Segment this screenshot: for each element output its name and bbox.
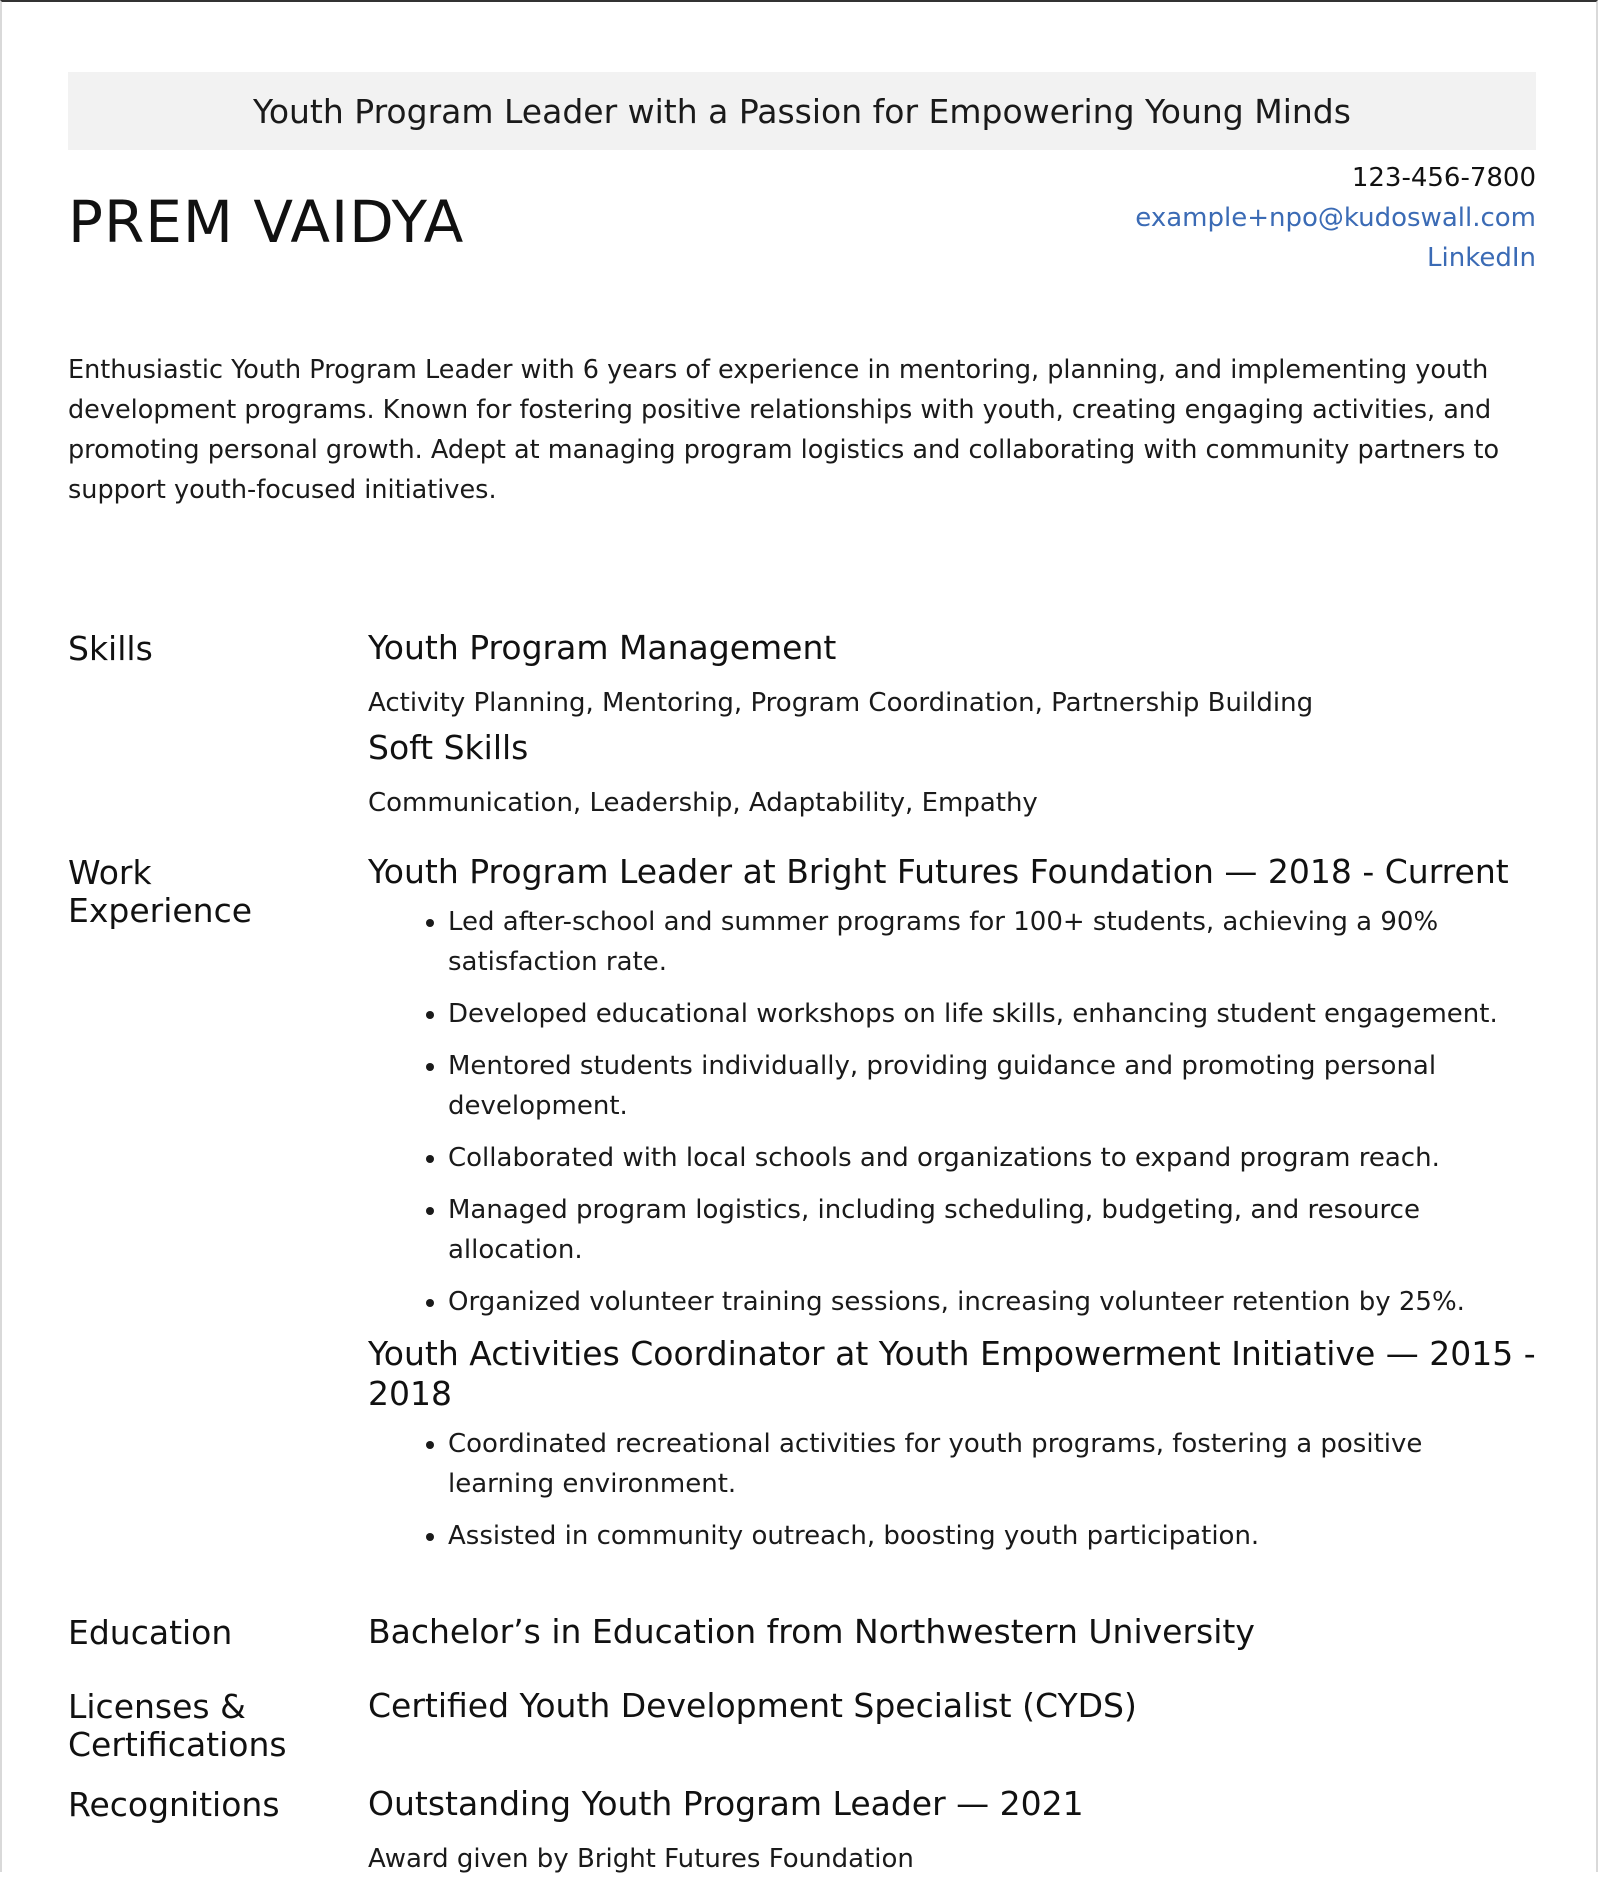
- education-body: [368, 1612, 1536, 1652]
- email-link[interactable]: example+npo@kudoswall.com: [1135, 203, 1536, 233]
- resume-sections: [68, 628, 1536, 1878]
- skill-group-title: Youth Program Management: [368, 628, 837, 667]
- work-label-line2: Experience: [68, 891, 253, 930]
- candidate-name: PREM VAIDYA: [68, 188, 465, 256]
- job-title: Youth Program Leader at Bright Futures Foundation — 2018 - Current: [368, 852, 1509, 891]
- resume-page: [68, 72, 1536, 1878]
- award-detail: Award given by Bright Futures Foundation: [368, 1844, 914, 1874]
- award-title: Outstanding Youth Program Leader — 2021: [368, 1784, 1084, 1823]
- job-bullet: • Managed program logistics, including scheduling, budgeting, and resource allocation.: [448, 1190, 1536, 1270]
- job-bullet: • Coordinated recreational activities for youth programs, fostering a positive learning environment.: [448, 1424, 1536, 1504]
- licenses-label-line1: Licenses &: [68, 1687, 246, 1726]
- skill-group-items: Communication, Leadership, Adaptability, Empathy: [368, 788, 1038, 818]
- skills-label: Skills: [68, 629, 153, 668]
- job-bullets: [368, 902, 1536, 1322]
- education-label: Education: [68, 1613, 233, 1652]
- job-bullet: • Mentored students individually, providing guidance and promoting personal development.: [448, 1046, 1536, 1126]
- job-bullet: • Developed educational workshops on life skills, enhancing student engagement.: [448, 994, 1536, 1034]
- work-experience-body: [368, 852, 1536, 1568]
- headline-text: Youth Program Leader with a Passion for Empowering Young Minds: [253, 91, 1351, 131]
- job-bullets: [368, 1424, 1536, 1556]
- summary-paragraph: Enthusiastic Youth Program Leader with 6 years of experience in mentoring, planning, and implementing youth development programs. Known for fostering positive relationships with youth, creating engaging activities, and promoting personal growth. Adept at managing program logistics and collaborating with community partners to support youth-focused initiatives.: [68, 355, 1500, 505]
- skills-section: [68, 628, 1536, 822]
- skill-group-items: Activity Planning, Mentoring, Program Coordination, Partnership Building: [368, 688, 1314, 718]
- job-bullet: • Organized volunteer training sessions, increasing volunteer retention by 25%.: [448, 1282, 1536, 1322]
- recognitions-body: [368, 1784, 1536, 1878]
- linkedin-link[interactable]: LinkedIn: [1427, 243, 1536, 273]
- phone-number: 123-456-7800: [1351, 163, 1536, 193]
- work-experience-section: [68, 852, 1536, 1568]
- work-experience-label: [68, 854, 368, 930]
- job-bullet: • Led after-school and summer programs for 100+ students, achieving a 90% satisfaction rate.: [448, 902, 1536, 982]
- recognitions-label: Recognitions: [68, 1785, 280, 1824]
- certification: Certified Youth Development Specialist (CYDS): [368, 1686, 1137, 1725]
- job-title: Youth Activities Coordinator at Youth Empowerment Initiative — 2015 - 2018: [368, 1334, 1536, 1413]
- degree: Bachelor’s in Education from Northwestern University: [368, 1612, 1255, 1651]
- job-bullet: • Collaborated with local schools and organizations to expand program reach.: [448, 1138, 1536, 1178]
- job-bullet: • Assisted in community outreach, boosting youth participation.: [448, 1516, 1536, 1556]
- licenses-section: [68, 1686, 1536, 1764]
- skills-body: [368, 628, 1536, 822]
- skill-group-title: Soft Skills: [368, 728, 529, 767]
- licenses-label: [68, 1688, 368, 1764]
- licenses-body: [368, 1686, 1536, 1726]
- contact-block: [1135, 158, 1536, 278]
- work-label-line1: Work: [68, 853, 152, 892]
- header: [68, 150, 1536, 350]
- headline-banner: [68, 72, 1536, 150]
- education-section: [68, 1612, 1536, 1652]
- licenses-label-line2: Certifications: [68, 1725, 287, 1764]
- recognitions-section: [68, 1784, 1536, 1878]
